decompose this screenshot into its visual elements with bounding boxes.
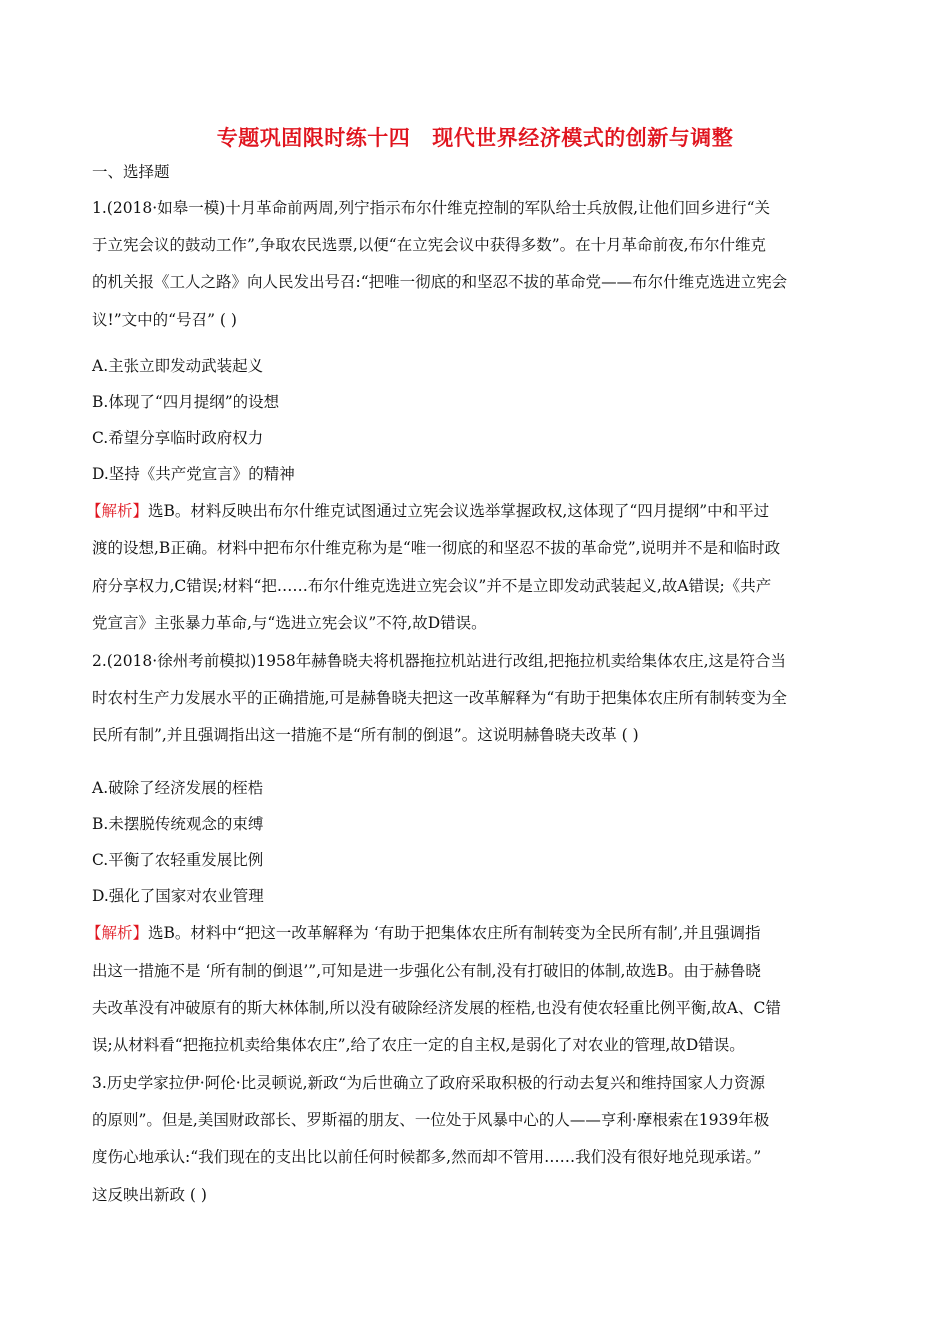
question-3-line: 3.历史学家拉伊·阿伦·比灵顿说,新政“为后世确立了政府采取积极的行动去复兴和维持国家人力资源 xyxy=(92,1074,765,1092)
page-title xyxy=(0,122,950,152)
question-1-line: 的机关报《工人之路》向人民发出号召:“把唯一彻底的和坚忍不拔的革命党——布尔什维克选进立宪会 xyxy=(92,273,788,291)
analysis-1-line: 党宣言》主张暴力革命,与“选进立宪会议”不符,故D错误。 xyxy=(92,614,487,632)
question-2-line: 2.(2018·徐州考前模拟)1958年赫鲁晓夫将机器拖拉机站进行改组,把拖拉机卖给集体农庄,这是符合当 xyxy=(92,652,787,670)
option-d: D.坚持《共产党宣言》的精神 xyxy=(92,465,295,483)
analysis-2-line: 夫改革没有冲破原有的斯大林体制,所以没有破除经济发展的桎梏,也没有使农轻重比例平衡,故A、C错 xyxy=(92,999,781,1017)
question-1-line: 议!”文中的“号召” ( ) xyxy=(92,311,237,329)
title-part-1: 专题巩固限时练十四 xyxy=(216,126,411,150)
analysis-2-line: 出这一措施不是 ‘所有制的倒退’”,可知是进一步强化公有制,没有打破旧的体制,故选B。由于赫鲁晓 xyxy=(92,962,761,980)
question-3-line: 的原则”。但是,美国财政部长、罗斯福的朋友、一位处于风暴中心的人——亨利·摩根索在1939年极 xyxy=(92,1111,770,1129)
option-b: B.未摆脱传统观念的束缚 xyxy=(92,815,264,833)
analysis-tag: 【解析】 xyxy=(86,924,149,942)
question-1-line: 于立宪会议的鼓动工作”,争取农民选票,以便“在立宪会议中获得多数”。在十月革命前夜,布尔什维克 xyxy=(92,236,767,254)
question-3-line: 度伤心地承认:“我们现在的支出比以前任何时候都多,然而却不管用……我们没有很好地兑现承诺。” xyxy=(92,1148,762,1166)
question-1-line: 1.(2018·如皋一模)十月革命前两周,列宁指示布尔什维克控制的军队给士兵放假,让他们回乡进行“关 xyxy=(92,199,771,217)
option-d: D.强化了国家对农业管理 xyxy=(92,887,264,905)
question-2-line: 时农村生产力发展水平的正确措施,可是赫鲁晓夫把这一改革解释为“有助于把集体农庄所有制转变为全 xyxy=(92,689,787,707)
analysis-1-line: 府分享权力,C错误;材料“把……布尔什维克选进立宪会议”并不是立即发动武装起义,故A错误;《共产 xyxy=(92,577,772,595)
option-a: A.破除了经济发展的桎梏 xyxy=(92,779,264,797)
analysis-1-line xyxy=(86,500,862,522)
option-c: C.平衡了农轻重发展比例 xyxy=(92,851,264,869)
analysis-tag: 【解析】 xyxy=(86,502,149,520)
analysis-text: 选B。材料中“把这一改革解释为 ‘有助于把集体农庄所有制转变为全民所有制’,并且强调指 xyxy=(148,924,761,942)
option-a: A.主张立即发动武装起义 xyxy=(92,357,264,375)
section-heading: 一、选择题 xyxy=(92,163,170,181)
question-2-line: 民所有制”,并且强调指出这一措施不是“所有制的倒退”。这说明赫鲁晓夫改革 ( ) xyxy=(92,726,639,744)
option-b: B.体现了“四月提纲”的设想 xyxy=(92,393,280,411)
analysis-1-line: 渡的设想,B正确。材料中把布尔什维克称为是“唯一彻底的和坚忍不拔的革命党”,说明并不是和临时政 xyxy=(92,539,781,557)
analysis-text: 选B。材料反映出布尔什维克试图通过立宪会议选举掌握政权,这体现了“四月提纲”中和平过 xyxy=(148,502,770,520)
question-3-line: 这反映出新政 ( ) xyxy=(92,1186,207,1204)
analysis-2-line: 误;从材料看“把拖拉机卖给集体农庄”,给了农庄一定的自主权,是弱化了对农业的管理,故D错误。 xyxy=(92,1036,745,1054)
title-part-2: 现代世界经济模式的创新与调整 xyxy=(432,126,734,150)
option-c: C.希望分享临时政府权力 xyxy=(92,429,264,447)
analysis-2-line xyxy=(86,922,862,944)
